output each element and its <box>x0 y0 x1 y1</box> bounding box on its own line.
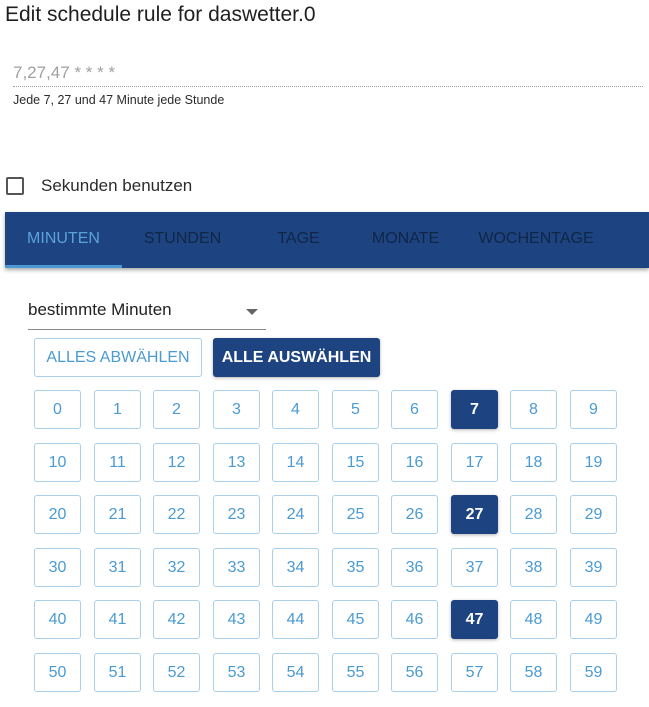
minute-button-45[interactable]: 45 <box>332 600 379 639</box>
minute-button-43[interactable]: 43 <box>213 600 260 639</box>
minute-button-29[interactable]: 29 <box>570 495 617 534</box>
minute-button-25[interactable]: 25 <box>332 495 379 534</box>
minute-button-33[interactable]: 33 <box>213 548 260 587</box>
minute-button-47[interactable]: 47 <box>451 600 498 639</box>
deselect-all-button[interactable]: ALLES ABWÄHLEN <box>34 338 202 377</box>
minute-button-58[interactable]: 58 <box>510 653 557 692</box>
minute-button-49[interactable]: 49 <box>570 600 617 639</box>
minute-button-46[interactable]: 46 <box>391 600 438 639</box>
use-seconds-checkbox[interactable] <box>6 177 24 195</box>
minute-mode-value: bestimmte Minuten <box>28 300 172 319</box>
minute-button-42[interactable]: 42 <box>153 600 200 639</box>
tab-tage[interactable]: TAGE <box>277 230 320 247</box>
tab-wochentage[interactable]: WOCHENTAGE <box>478 230 594 247</box>
minute-button-4[interactable]: 4 <box>272 390 319 429</box>
minute-button-52[interactable]: 52 <box>153 653 200 692</box>
minute-button-6[interactable]: 6 <box>391 390 438 429</box>
dialog-title: Edit schedule rule for daswetter.0 <box>5 3 316 26</box>
minute-button-5[interactable]: 5 <box>332 390 379 429</box>
minute-button-35[interactable]: 35 <box>332 548 379 587</box>
minute-button-10[interactable]: 10 <box>34 443 81 482</box>
minute-button-26[interactable]: 26 <box>391 495 438 534</box>
minute-button-16[interactable]: 16 <box>391 443 438 482</box>
minute-button-15[interactable]: 15 <box>332 443 379 482</box>
minute-button-11[interactable]: 11 <box>94 443 141 482</box>
minute-button-48[interactable]: 48 <box>510 600 557 639</box>
minute-button-59[interactable]: 59 <box>570 653 617 692</box>
minute-button-14[interactable]: 14 <box>272 443 319 482</box>
dropdown-arrow-icon <box>246 309 258 315</box>
minute-button-12[interactable]: 12 <box>153 443 200 482</box>
minute-button-36[interactable]: 36 <box>391 548 438 587</box>
minute-button-41[interactable]: 41 <box>94 600 141 639</box>
minute-grid <box>34 390 617 692</box>
minute-button-32[interactable]: 32 <box>153 548 200 587</box>
tab-monate[interactable]: MONATE <box>371 230 440 247</box>
minute-button-27[interactable]: 27 <box>451 495 498 534</box>
minute-button-8[interactable]: 8 <box>510 390 557 429</box>
minute-button-18[interactable]: 18 <box>510 443 557 482</box>
minute-button-57[interactable]: 57 <box>451 653 498 692</box>
tab-minuten[interactable]: MINUTEN <box>27 230 100 247</box>
minute-button-50[interactable]: 50 <box>34 653 81 692</box>
minute-button-24[interactable]: 24 <box>272 495 319 534</box>
minute-button-23[interactable]: 23 <box>213 495 260 534</box>
minute-button-20[interactable]: 20 <box>34 495 81 534</box>
minute-button-13[interactable]: 13 <box>213 443 260 482</box>
cron-expression-input[interactable] <box>13 59 643 87</box>
minute-button-19[interactable]: 19 <box>570 443 617 482</box>
minute-button-39[interactable]: 39 <box>570 548 617 587</box>
minute-button-34[interactable]: 34 <box>272 548 319 587</box>
minute-button-17[interactable]: 17 <box>451 443 498 482</box>
minute-button-40[interactable]: 40 <box>34 600 81 639</box>
minute-button-51[interactable]: 51 <box>94 653 141 692</box>
minute-button-37[interactable]: 37 <box>451 548 498 587</box>
minute-mode-select[interactable] <box>28 295 266 330</box>
minute-button-53[interactable]: 53 <box>213 653 260 692</box>
minute-button-38[interactable]: 38 <box>510 548 557 587</box>
minute-button-54[interactable]: 54 <box>272 653 319 692</box>
tab-stunden[interactable]: STUNDEN <box>143 230 222 247</box>
minute-button-30[interactable]: 30 <box>34 548 81 587</box>
minute-button-3[interactable]: 3 <box>213 390 260 429</box>
tab-active-indicator <box>5 265 122 268</box>
use-seconds-label: Sekunden benutzen <box>41 176 193 195</box>
minute-button-0[interactable]: 0 <box>34 390 81 429</box>
use-seconds-toggle[interactable] <box>6 175 192 197</box>
select-all-button[interactable]: ALLE AUSWÄHLEN <box>213 338 380 377</box>
minute-button-31[interactable]: 31 <box>94 548 141 587</box>
minute-button-44[interactable]: 44 <box>272 600 319 639</box>
minute-button-55[interactable]: 55 <box>332 653 379 692</box>
minute-button-9[interactable]: 9 <box>570 390 617 429</box>
minute-button-1[interactable]: 1 <box>94 390 141 429</box>
minute-button-2[interactable]: 2 <box>153 390 200 429</box>
tab-bar <box>5 212 649 268</box>
minute-button-22[interactable]: 22 <box>153 495 200 534</box>
minute-button-28[interactable]: 28 <box>510 495 557 534</box>
cron-description: Jede 7, 27 und 47 Minute jede Stunde <box>13 93 225 107</box>
minute-button-7[interactable]: 7 <box>451 390 498 429</box>
minute-button-56[interactable]: 56 <box>391 653 438 692</box>
minute-button-21[interactable]: 21 <box>94 495 141 534</box>
